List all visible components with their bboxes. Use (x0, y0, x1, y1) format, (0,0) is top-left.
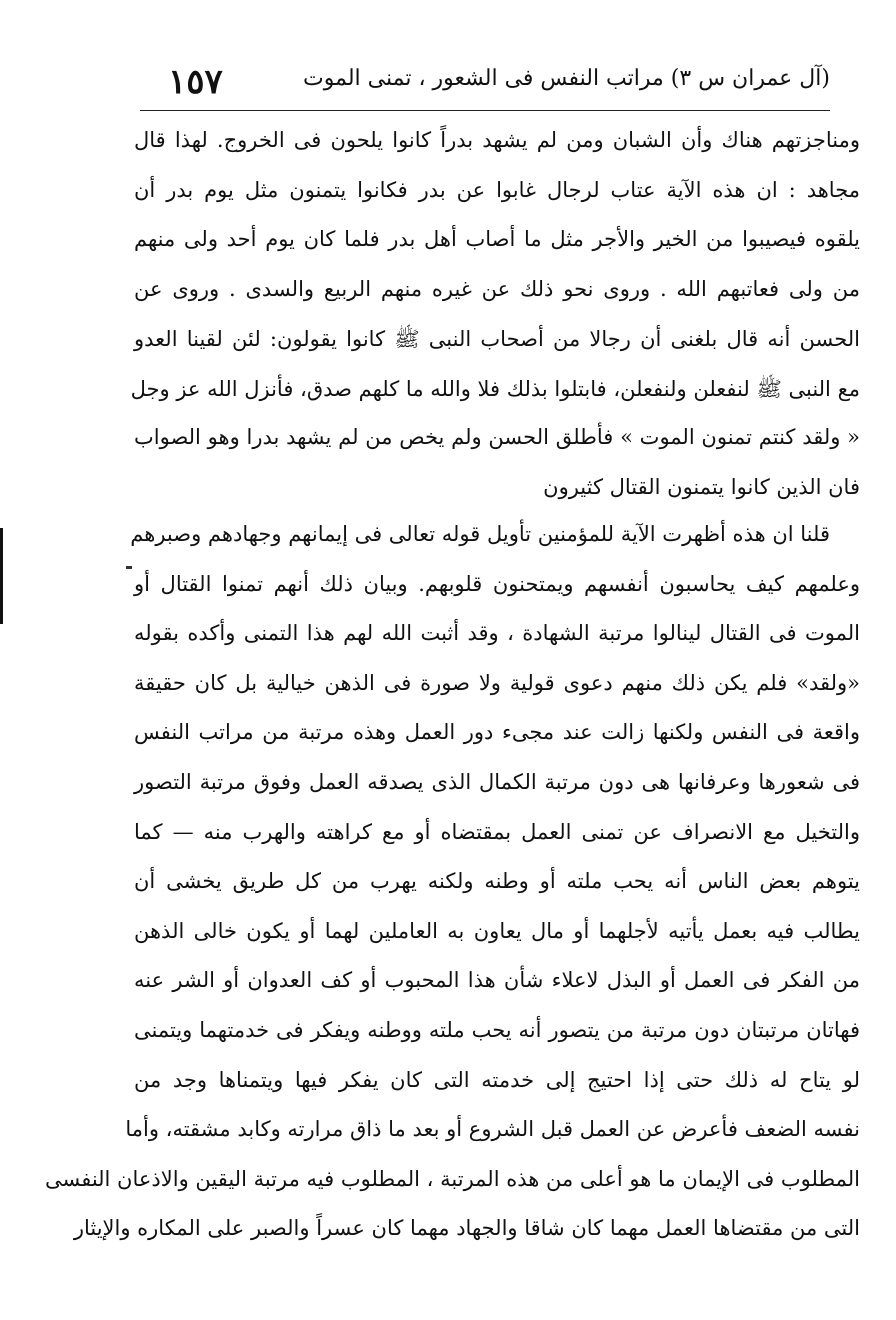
text-line: يطالب فيه بعمل يأتيه لأجلهما أو مال يعاون به العاملين لهما أو يكون خالى الذهن (134, 918, 860, 943)
text-line: ومناجزتهم هناك وأن الشبان ومن لم يشهد بدراً كانوا يلحون فى الخروج. لهذا قال (134, 128, 860, 152)
text-line: من ولى فعاتبهم الله . وروى نحو ذلك عن غيره منهم الربيع والسدى . وروى عن (134, 276, 860, 301)
text-line: التى من مقتضاها العمل مهما كان شاقا والجهاد مهما كان عسراً والصبر على المكاره والإيثار (73, 1216, 860, 1241)
text-line: فى شعورها وعرفانها هى دون مرتبة الكمال الذى يصدقه العمل وفوق مرتبة التصور (134, 770, 860, 794)
text-line: الحسن أنه قال بلغنى أن رجالا من أصحاب النبى ﷺ كانوا يقولون: لئن لقينا العدو (134, 327, 860, 351)
text-line: « ولقد كنتم تمنون الموت » فأطلق الحسن ولم يخص من لم يشهد بدرا وهو الصواب (134, 425, 860, 449)
text-line: فان الذين كانوا يتمنون القتال كثيرون (543, 474, 860, 499)
header-rule (140, 110, 830, 111)
text-line: المطلوب فى الإيمان ما هو أعلى من هذه المرتبة ، المطلوب فيه مرتبة اليقين والاذعان النفسى (44, 1166, 860, 1191)
text-line: فهاتان مرتبتان دون مرتبة من يتصور أنه يحب ملته ووطنه ويفكر فى خدمتهما ويتمنى (134, 1018, 860, 1042)
running-title: (آل عمران س ٣) مراتب النفس فى الشعور ، تمنى الموت (303, 66, 830, 91)
text-line: وعلمهم كيف يحاسبون أنفسهم ويمتحنون قلوبهم. وبيان ذلك أنهم تمنوا القتال أو (134, 571, 860, 596)
text-line: يلقوه فيصيبوا من الخير والأجر مثل ما أصاب أهل بدر فلما كان يوم أحد ولى منهم (134, 227, 860, 251)
text-line: من الفكر فى العمل أو البذل لاعلاء شأن هذا المحبوب أو كف العدوان أو الشر عنه (134, 968, 860, 993)
text-line: مع النبى ﷺ لنفعلن ولنفعلن، فابتلوا بذلك فلا والله ما كلهم صدق، فأنزل الله عز وجل (130, 376, 860, 401)
text-line: «ولقد» فلم يكن ذلك منهم دعوى قولية ولا صورة فى الذهن خيالية بل كان حقيقة (134, 670, 860, 695)
text-line: مجاهد : ان هذه الآية عتاب لرجال غابوا عن بدر فكانوا يتمنون مثل يوم بدر أن (134, 177, 860, 202)
text-line: لو يتاح له ذلك حتى إذا احتيج إلى خدمته التى كان يفكر فيها ويتمناها وجد من (134, 1067, 860, 1092)
text-line: واقعة فى النفس ولكنها زالت عند مجىء دور العمل وهذه مرتبة من مراتب النفس (134, 720, 860, 745)
scan-speck (126, 566, 132, 569)
text-line: نفسه الضعف فأعرض عن العمل قبل الشروع أو بعد ما ذاق مرارته وكابد مشقته، وأما (125, 1117, 860, 1142)
text-line: الموت فى القتال لينالوا مرتبة الشهادة ، وقد أثبت الله لهم هذا التمنى وأكده بقوله (134, 621, 860, 646)
text-line: والتخيل مع الانصراف عن تمنى العمل بمقتضاه أو مع كراهته والهرب منه — كما (134, 819, 860, 844)
page-number: ١٥٧ (168, 62, 223, 102)
text-line: قلنا ان هذه أظهرت الآية للمؤمنين تأويل قوله تعالى فى إيمانهم وجهادهم وصبرهم (130, 522, 830, 546)
text-line: يتوهم بعض الناس أنه يحب ملته أو وطنه ولكنه يهرب من كل طريق يخشى أن (134, 869, 860, 894)
running-header (140, 62, 830, 112)
scan-edge-mark (0, 528, 3, 624)
